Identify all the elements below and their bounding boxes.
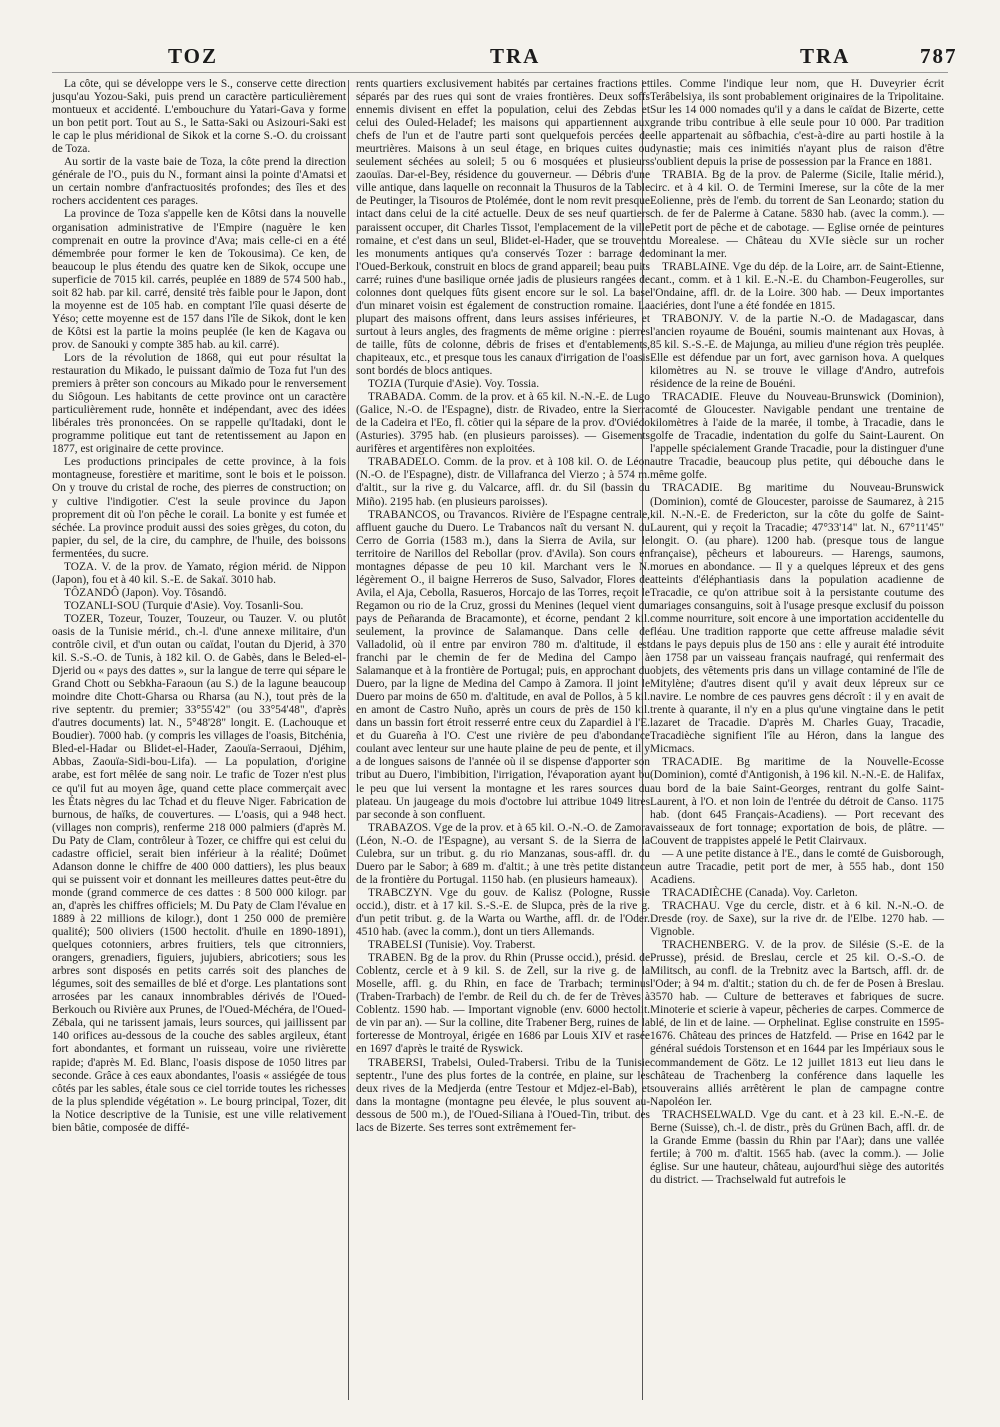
paragraph: Lors de la révolution de 1868, qui eut pour résultat la restauration du Mikado, le puissant daïmio de Toza fut l'un des premiers à prêter son concours au Mikado pour le renversement du Siôgoun. Les habitants de cette province ont un caractère particulièrement rude, honnête et indépendant, avec des idées libérales très prononcées. On se rappelle qu'Itadaki, dont le programme politique eut tant de retentissement au Japon en 1877, est originaire de cette province. (52, 351, 346, 456)
column-rule-1 (348, 80, 349, 1400)
entry-tozia: TOZIA (Turquie d'Asie). Voy. Tossia. (368, 378, 540, 391)
paragraph: rents quartiers exclusivement habités par certaines fractions et séparés par des rues qui sont de vraies frontières. Deux soffs ennemis divisent en effet la population, celui des Zebdas et celui des Ouled-Heladef; les maisons qui appartiennent aux chefs de l'un et de l'autre parti sont quelquefois percées de meurtrières. Maisons à un seul étage, en briques cuites ou seulement séchées au soleil; 5 ou 6 mosquées et plusieurs zaouïas. Dar-el-Bey, résidence du gouverneur. — Débris d'une ville antique, dans laquelle on reconnait la Thusuros de la Table de Peutinger, la Tisouros de Ptolémée, dont le nom revit presque intact dans celui de la cité actuelle. Deux de ses neuf quartiers paraissent occuper, dit Charles Tissot, l'emplacement de la ville romaine, et c'est dans un seul, Blidet-el-Hader, que se trouvent les monuments antiques qu'a conservés Tozer : barrage de l'Oued-Berkouk, construit en blocs de grand appareil; beau puits carré; ruines d'une basilique ornée jadis de plusieurs rangées de colonnes dont quelques fûts gisent encore sur le sol. La base d'un minaret voisin est également de construction romaine. La plupart des maisons offrent, dans leurs assises inférieures, et surtout à leurs angles, des fragments de même origine : pierres de taille, fûts de colonne, débris de frises et d'entablements, chapiteaux, etc., et presque tous les canaux d'irrigation de l'oasis sont bordés de blocs antiques. (356, 78, 650, 378)
entry-trabelsi: TRABELSI (Tunisie). Voy. Traberst. (368, 939, 536, 952)
entry-trabia: TRABIA. Bg de la prov. de Palerme (Sicile, Italie mérid.), circ. et à 4 kil. O. de Termini Imerese, sur la côte de la mer Eolienne, près de l'emb. du torrent de San Leonardo; station du ch. de fer de Palerme à Catane. 5830 hab. (avec la comm.). — Petit port de pêche et de cabotage. — Eglise ornée de peintures du Morealese. — Château du XVIe siècle sur un rocher dominant la mer. (650, 169, 944, 260)
entry-trabersi: TRABERSI, Trabelsi, Ouled-Trabersi. Tribu de la Tunisie septentr., l'une des plus fortes de la contrée, en plaine, sur les deux rives de la Medjerda (entre Testour et Mdjez-el-Bab), et dans la montagne (montagne peu élevée, le plus souvent au-dessous de 500 m.), de l'Oued-Siliana à l'Oued-Tin, tribut. des lacs de Bizerte. Ses terres sont extrêmement fer- (356, 1056, 650, 1134)
entry-trablaine: TRABLAINE. Vge du dép. de la Loire, arr. de Saint-Etienne, cant., comm. et à 1 kil. E.-N.-E. du Chambon-Feugerolles, sur l'Ondaine, affl. dr. de la Loire. 300 hab. — Deux importantes aciéries, dont l'une a été fondée en 1815. (650, 260, 944, 312)
entry-trabczyn: TRABCZYN. Vge du gouv. de Kalisz (Pologne, Russie occid.), distr. et à 17 kil. S.-S.-E. de Slupca, près de la rive g. d'un petit tribut. g. de la Warta ou Warthe, affl. dr. de l'Oder. 4510 hab. (avec la comm.), dont un tiers Allemands. (356, 886, 650, 939)
paragraph: La province de Toza s'appelle ken de Kôtsi dans la nouvelle organisation administrative de l'Empire (naguère le ken comprenait en outre la province d'Ava; mais celle-ci en a été démembrée pour former le ken de Tokousima). Ce ken, de beaucoup le plus étendu des quatre ken de Sikok, occupe une superficie de 7015 kil. carrés, peuplée en 1889 de 574 500 hab., soit 82 hab. par kil. carré, densité très faible pour le Japon, dont la moyenne est de 105 hab. en comptant l'île quasi déserte de Yéso; cette moyenne est de 157 dans l'île de Sikok, dont le ken de Kôtsi est la partie la moins peuplée (le ken de Kagava ou prov. de Sanouki y compte 385 hab. au kil. carré). (52, 208, 346, 351)
header-left-word: TOZ (168, 44, 218, 68)
header-rule (52, 72, 948, 73)
column-1 (52, 78, 346, 1135)
entry-trabada: TRABADA. Comm. de la prov. et à 65 kil. N.-N.-E. de Lugo (Galice, N.-O. de l'Espagne), distr. de Rivadeo, entre la Sierra de la Cadeira et l'Eo, fl. côtier qui la sépare de la prov. d'Oviédo (Asturies). 3795 hab. (en plusieurs paroisses). — Gisements aurifères et argentifères non exploitées. (356, 391, 650, 456)
paragraph: tiles. Comme l'indique leur nom, que H. Duveyrier écrit Terâbelsiya, ils sont probablement originaires de la Tripolitaine. Sur les 14 000 nomades qu'il y a dans le caïdat de Bizerte, cette grande tribu contribue à elle seule pour 10 000. Par tradition elle appartenait au sôfbachia, c'est-à-dire au parti hostile à la dynastie; mais ces inimitiés n'ayant plus de raison d'être s'oublient depuis la prise de possession par la France en 1881. (650, 78, 944, 169)
paragraph: La côte, qui se développe vers le S., conserve cette direction jusqu'au Yozou-Saki, puis prend un caractère particulièrement montueux et accidenté. L'embouchure du Yatari-Gava y forme un bon petit port. Tout au S., le Satta-Saki ou Asizouri-Saki est le cap le plus méridional de Sikok et la corne S.-O. du croissant de Toza. (52, 78, 346, 156)
column-3 (650, 78, 944, 1187)
entry-tozanli-sou: TOZANLI-SOU (Turquie d'Asie). Voy. Tosanli-Sou. (64, 599, 304, 612)
header-middle-word: TRA (490, 44, 541, 68)
header-right-word: TRA (800, 44, 851, 68)
entry-toza: TOZA. V. de la prov. de Yamato, région mérid. de Nippon (Japon), fou et à 40 kil. S.-E. de Sakaï. 3010 hab. (52, 560, 346, 586)
entry-trabazos: TRABAZOS. Vge de la prov. et à 65 kil. O.-N.-O. de Zamora (Léon, N.-O. de l'Espagne), au versant S. de la Sierra de la Culebra, sur un tribut. g. du rio Manzanas, sous-affl. dr. du Duero par le Sabor; à 689 m. d'altit.; à une très petite distance de la frontière du Portugal. 1150 hab. (en plusieurs hameaux). (356, 821, 650, 886)
page-header (40, 44, 960, 74)
entry-trachselwald: TRACHSELWALD. Vge du cant. et à 23 kil. E.-N.-E. de Berne (Suisse), ch.-l. de distr., près du Grünen Bach, affl. dr. de la Grande Emme (bassin du Rhin par l'Aar); dans une vallée fertile; à 700 m. d'altit. 1565 hab. (avec la comm.). — Jolie église. Sur une hauteur, château, aujourd'hui siège des autorités du district. — Trachselwald fut autrefois le (650, 1108, 944, 1186)
entry-tracadie-fleuve: TRACADIE. Fleuve du Nouveau-Brunswick (Dominion), comté de Gloucester. Navigable pendant une trentaine de kilomètres à l'aide de la marée, il tombe, à Tracadie, dans le golfe de Tracadie, indentation du golfe du Saint-Laurent. On l'appelle spécialement Grande Tracadie, pour la distinguer d'une autre Tracadie, beaucoup plus petite, qui débouche dans le même golfe. (650, 391, 944, 482)
entry-tozer: TOZER, Tozeur, Touzer, Touzeur, ou Tauzer. V. ou plutôt oasis de la Tunisie mérid., ch.-l. d'une annexe militaire, d'un contrôle civil, et d'un outan ou caïdat, l'outan du Djerid, à 370 kil. S.-S.-O. de Tunis, à 182 kil. O. de Gabès, dans le Beled-el-Djerid ou « pays des dattes », sur la langue de terre qui sépare le Grand Chott ou Sebkha-Faraoun (au S.) de la lagune beaucoup moindre dite Chott-Gharsa ou Rharsa (au N.), tout près de la rive septentr. du premier; 33°55'42" (ou 33°54'48", d'après d'autres documents) lat. N., 5°48'28" longit. E. (Lachouque et Boudier). 7000 hab. (y compris les villages de l'oasis, Bitchénia, Bled-el-Hadar ou Blidet-el-Hader, Zaouïa-Serraoui, Djéhim, Abbas, Zaouïa-Sidi-bou-Lifa). — La population, d'origine arabe, est fort mêlée de sang noir. Le trafic de Tozer n'est plus ce qu'il fut au moyen âge, quand cette place commerçait avec les États nègres du lac Tchad et du fleuve Niger. Fabrication de burnous, de haïks, de couvertures. — L'oasis, qui a 948 hect. (villages non compris), renferme 218 000 palmiers (d'après M. Du Paty de Clam, contrôleur à Tozer, ce chiffre qui est celui du cadastre officiel, serait bien inférieur à la réalité; Doûmet Adanson donne le chiffre de 400 000 dattiers), les plus beaux qui se puissent voir et donnant les meilleures dattes peut-être du monde (grand commerce de ces dattes : 8 500 000 kilogr. par an, d'après les chiffres officiels; M. Du Paty de Clam l'évalue en 1889 à 22 millions de kilogr.), dont 1 250 000 de première qualité); 500 oliviers (1500 hectolit. d'huile en 1890-1891), quelques cotonniers, arbres fruitiers, tels que citronniers, orangers, grenadiers, figuiers, jujubiers, abricotiers; sous les arbres sont disposés en petits carrés soit des planches de légumes, soit des semailles de blé et d'orge. Les plantations sont arrosées par les canaux innombrables dérivés de l'Oued-Berkouch ou Rivière aux Prunes, de l'Oued-Méchéra, de l'Oued-Zébala, qui ne tarissent jamais, leurs sources, qui jaillissent par 140 orifices au-dessous de la couche des sables argileux, étant fort abondantes, et formant un ruisseau, voire une rivièrette rapide; d'après M. Ed. Blanc, l'oasis dispose de 1050 litres par seconde. Grâce à ces eaux abondantes, l'oasis « assiégée de tous côtés par les sables, étale sous ce ciel torride toutes les richesses de la plus splendide végétation ». Le bourg principal, Tozer, dit la Notice descriptive de la Tunisie, est une ville relativement bien bâtie, composée de diffé- (52, 612, 346, 1134)
entry-trabancos: TRABANCOS, ou Travancos. Rivière de l'Espagne centrale, affluent gauche du Duero. Le Trabancos naît du versant N. du Cerro de Gorria (1583 m.), dans la Sierra de Avila, sur le territoire de Narillos del Rebollar (prov. d'Avila). Son cours en montagnes dépasse de peu 10 kil. Marchant vers le N. légèrement O., il baigne Herreros de Suso, Salvador, Flores de Avila, el Aja, Cebolla, Rasueros, Horcajo de las Torres, reçoit le Regamon ou rio de la Cruz, grossi du Menines (lequel vient du pays de Peñaranda de Bracamonte), et écorne, pendant 2 kil. seulement, la province de Salamanque. Dans celle de Valladolid, où il entre par environ 780 m. d'altitude, il est franchi par le chemin de fer de Medina del Campo à Salamanque et à la frontière de Portugal; puis, en approchant du Duero, par la ligne de Medina del Campo à Zamora. Il joint le Duero par moins de 650 m. d'altitude, en aval de Pollos, à 5 kil. en amont de Castro Nuño, après un cours de près de 150 kil. dans un bassin fort étroit resserré entre ceux du Zapardiel à l'E. et du Guareña à l'O. C'est une rivière de peu d'abondance coulant avec lenteur sur une haute plaine de peu de pente, et il y a de longues saisons de l'année où il se dispense d'apporter son tribut au Duero, l'imbibition, l'irrigation, l'évaporation ayant bu le peu que lui versent la montagne et les rares sources du plateau. Un jaugeage du mois d'octobre lui attribue 1049 litres par seconde à son confluent. (356, 508, 650, 821)
entry-traben: TRABEN. Bg de la prov. du Rhin (Prusse occid.), présid. de Coblentz, cercle et à 9 kil. S. de Zell, sur la rive g. de la Moselle, affl. g. du Rhin, en face de Trarbach; terminus (Traben-Trarbach) de l'embr. de Reil du ch. de fer de Trèves à Coblentz. 1590 hab. — Important vignoble (env. 6000 hectolit. de vin par an). — Sur la colline, dite Trabener Berg, ruines de la forteresse de Montroyal, érigée en 1686 par Louis XIV et rasée en 1697 d'après le traité de Ryswick. (356, 952, 650, 1056)
paragraph: — A une petite distance à l'E., dans le comté de Guisborough, un autre Tracadie, petit port de mer, à 555 hab., dont 150 Acadiens. (650, 847, 944, 886)
entry-trabonjy: TRABONJY. V. de la partie N.-O. de Madagascar, dans l'ancien royaume de Bouéni, soumis maintenant aux Hovas, à 85 kil. S.-S.-E. de Majunga, au milieu d'une région très peuplée. Elle est défendue par un fort, avec garnison hova. A quelques kilomètres au N. se trouve le village d'Andro, autrefois résidence de la reine de Bouéni. (650, 312, 944, 391)
paragraph: Au sortir de la vaste baie de Toza, la côte prend la direction générale de l'O., puis du N., formant ainsi la pointe d'Amatsi et un certain nombre d'anfractuosités profondes; des îles et des rochers accidentent ces parages. (52, 156, 346, 208)
page-number: 787 (920, 44, 958, 68)
column-2 (356, 78, 650, 1135)
paragraph: Les productions principales de cette province, à la fois montagneuse, forestière et maritime, sont le bois et le poisson. On y trouve du cristal de roche, des pierres de construction; on y cultive l'indigotier. C'est la seule province du Japon proprement dit où l'on pêche le corail. La bonite y est fumée et séchée. La province produit aussi des soies grèges, du coton, du papier, du sel, de la cire, du camphre, de l'huile, des boissons fermentées, du sucre. (52, 456, 346, 560)
entry-trachau: TRACHAU. Vge du cercle, distr. et à 6 kil. N.-N.-O. de Dresde (roy. de Saxe), sur la rive dr. de l'Elbe. 1270 hab. — Vignoble. (650, 899, 944, 939)
entry-trachenberg: TRACHENBERG. V. de la prov. de Silésie (S.-E. de la Prusse), présid. de Breslau, cercle et 25 kil. O.-S.-O. de Militsch, au confl. de la Trebnitz avec la Bartsch, affl. dr. de l'Oder; à 94 m. d'altit.; station du ch. de fer de Posen à Breslau. 3570 hab. — Culture de betteraves et fabriques de sucre. Minoterie et scierie à vapeur, pêcheries de carpes. Commerce de blé, de lin et de laine. — Orphelinat. Eglise construite en 1595-1676. Château des princes de Hatzfeld. — Prise en 1642 par le général suédois Torstenson et en 1644 par les Impériaux sous le commandement de Götz. Le 12 juillet 1813 eut lieu dans le château de Trachenberg la conférence dans laquelle les souverains alliés arrêtèrent le plan de campagne contre Napoléon Ier. (650, 939, 944, 1108)
entry-trabadelo: TRABADELO. Comm. de la prov. et à 108 kil. O. de Léon (N.-O. de l'Espagne), distr. de Villafranca del Vierzo ; à 574 m. d'altit., sur la rive g. du Valcarce, affl. dr. du Sil (bassin du Miño). 2195 hab. (en plusieurs paroisses). (356, 456, 650, 508)
entry-tozando: TÔZANDÔ (Japon). Voy. Tôsandô. (64, 586, 227, 599)
entry-tracadie-ne: TRACADIE. Bg maritime de la Nouvelle-Ecosse (Dominion), comté d'Antigonish, à 196 kil. N.-N.-E. de Halifax, au bord de la baie Saint-Georges, rentrant du golfe Saint-Laurent, à l'O. et non loin de l'entrée du détroit de Canso. 1175 hab. (dont 645 Français-Acadiens). — Port recevant des vaisseaux de fort tonnage; exportation de bois, de plâtre. — Couvent de trappistes appelé le Petit Clairvaux. (650, 756, 944, 847)
entry-tracadieche: TRACADIÈCHE (Canada). Voy. Carleton. (662, 886, 858, 899)
entry-tracadie-nb: TRACADIE. Bg maritime du Nouveau-Brunswick (Dominion), comté de Gloucester, paroisse de Saumarez, à 215 kil. N.-N.-E. de Fredericton, sur la côte du golfe de Saint-Laurent, qui y reçoit la Tracadie; 47°33'14" lat. N., 67°11'45" longit. O. (au phare). 1200 hab. (presque tous de langue française), pêcheurs et laboureurs. — Harengs, saumons, morues en abondance. — Il y a quelques lépreux et des gens atteints d'éléphantiasis dans la population acadienne de Tracadie, ce qu'on attribue soit à la persistante coutume des mariages consanguins, soit à l'usage presque exclusif du poisson comme nourriture, soit encore à une importation accidentelle du fléau. Une tradition rapporte que cette affreuse maladie sévit dans le pays depuis plus de 150 ans : elle y aurait été introduite en 1758 par un vaisseau français naufragé, qui renfermait des objets, des vêtements pris dans un village contaminé de l'île de Mitylène; d'autres disent qu'il y avait deux lépreux sur ce navire. Le nombre de ces pauvres gens décroît : il y en avait de trente à quarante, il n'y en a plus qu'une vingtaine dans le petit lazaret de Tracadie. D'après M. Charles Guay, Tracadie, Tracadièche signifient l'île au Héron, dans la langue des Micmacs. (650, 482, 944, 756)
